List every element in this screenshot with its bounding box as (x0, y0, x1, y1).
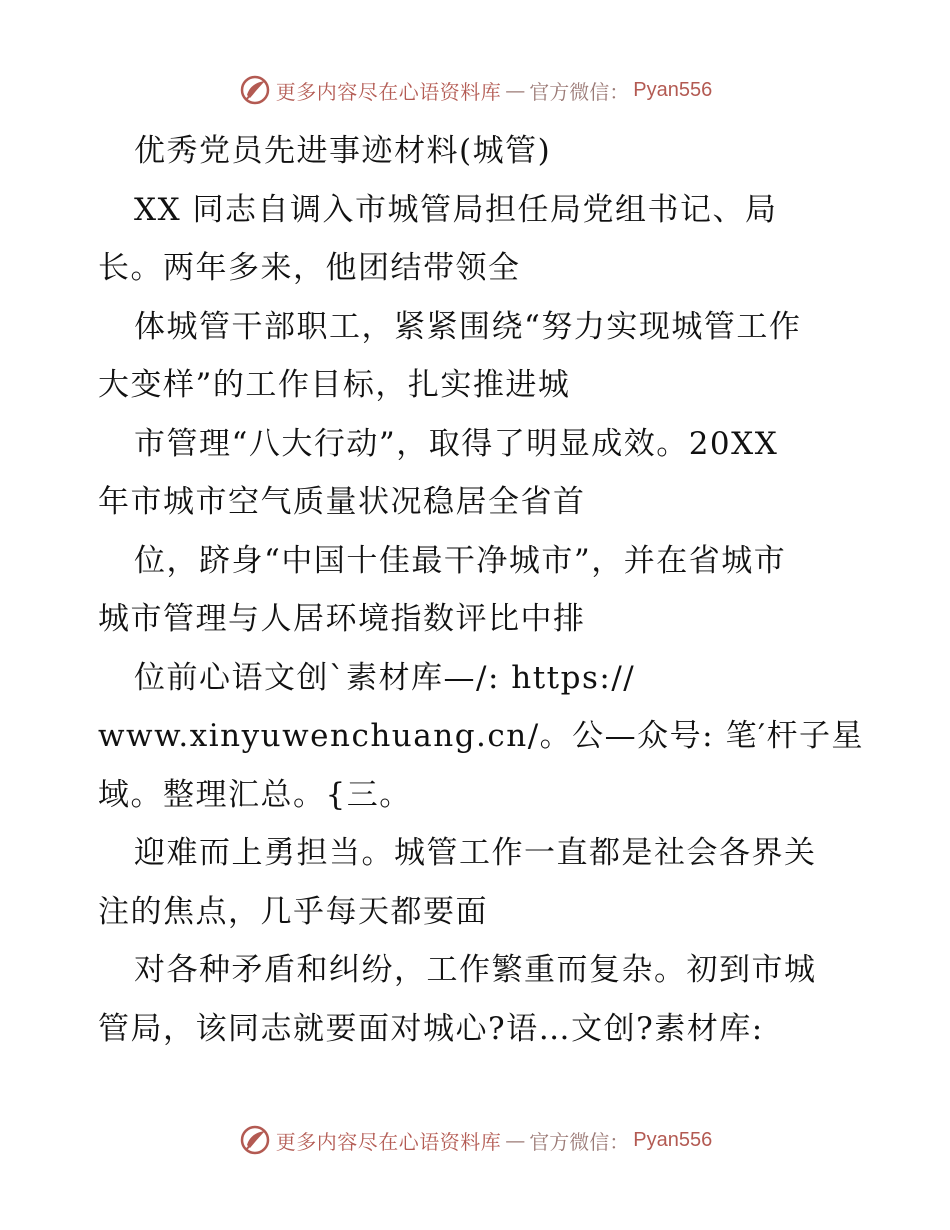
banner-slogan: 更多内容尽在心语资料库 (275, 79, 502, 104)
banner-wechat-id: Pyan556 (633, 1128, 713, 1151)
paragraph-line: 大变样”的工作目标，扎实推进城 (98, 367, 571, 403)
banner-separator: — (505, 1128, 526, 1152)
paragraph-line: 体城管干部职工，紧紧围绕“努力实现城管工作 (134, 308, 802, 345)
banner-slogan: 更多内容尽在心语资料库 (275, 1129, 502, 1154)
brand-logo-icon (238, 1123, 272, 1157)
paragraph-line: 位前心语文创`素材库—/: https:// (134, 659, 636, 696)
paragraph-line: 城市管理与人居环境指数评比中排 (98, 601, 586, 637)
banner-separator: — (505, 78, 526, 102)
paragraph-line: 迎难而上勇担当。城管工作一直都是社会各界关 (134, 835, 817, 871)
paragraph-line: 位，跻身“中国十佳最干净城市”，并在省城市 (134, 542, 787, 579)
banner-wechat-label: 官方微信： (529, 79, 630, 104)
paragraph-line: 域。整理汇总。{三。 (98, 776, 412, 813)
paragraph-line: 市管理“八大行动”，取得了明显成效。20XX (134, 425, 779, 462)
paragraph-line: 对各种矛盾和纠纷，工作繁重而复杂。初到市城 (134, 952, 817, 988)
paragraph-line: XX 同志自调入市城管局担任局党组书记、局 (134, 191, 778, 228)
paragraph-line: 注的焦点，几乎每天都要面 (98, 893, 488, 930)
paragraph-line: 长。两年多来，他团结带领全 (98, 250, 521, 286)
document-title: 优秀党员先进事迹材料(城管) (134, 133, 552, 169)
paragraph-line: www.xinyuwenchuang.cn/。公—众号: 笔′杆子星 (98, 718, 865, 754)
banner-wechat-id: Pyan556 (633, 78, 713, 101)
paragraph-line: 年市城市空气质量状况稳居全省首 (98, 484, 586, 520)
paragraph-line: 管局，该同志就要面对城心?语…文创?素材库: (98, 1010, 764, 1047)
brand-logo-icon (238, 73, 272, 107)
banner-wechat-label: 官方微信： (529, 1129, 630, 1154)
footer-banner (0, 1120, 950, 1160)
header-banner (0, 70, 950, 110)
document-body (98, 122, 865, 1058)
